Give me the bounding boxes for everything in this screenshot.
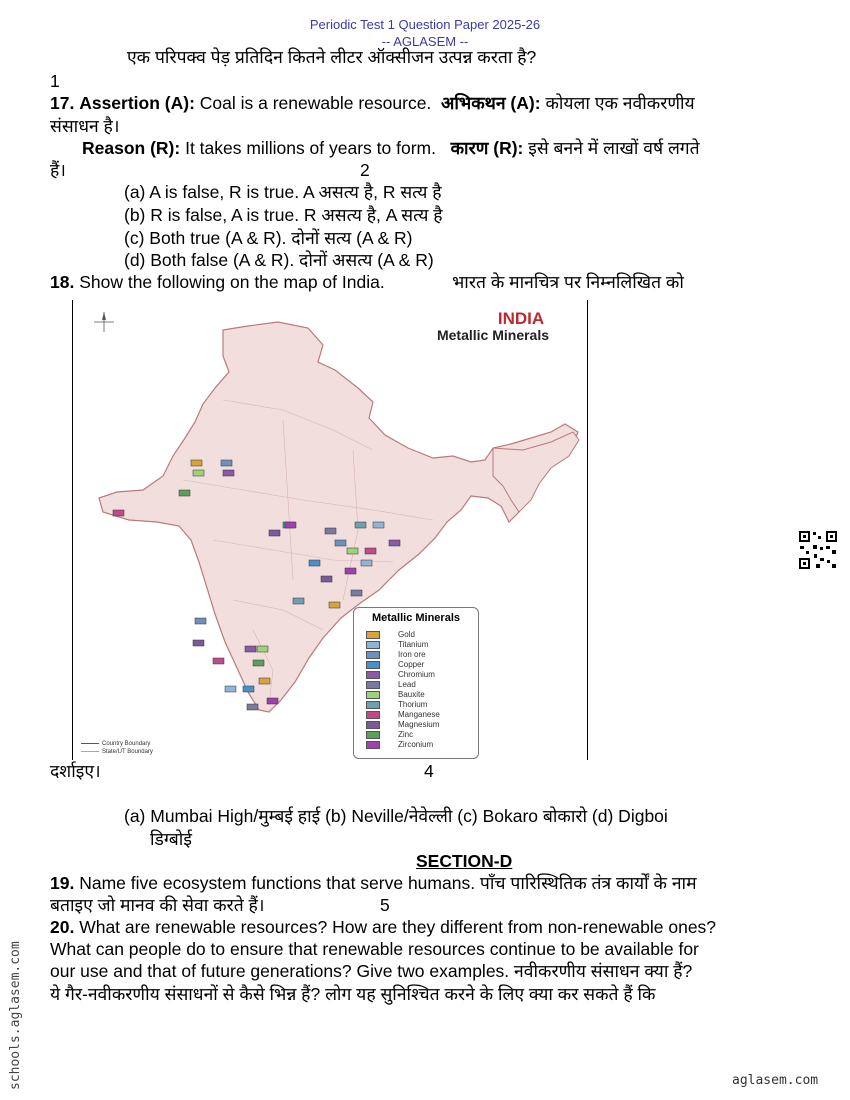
legend-item-titanium: Titanium [366, 640, 428, 650]
mineral-marker [267, 698, 278, 704]
mineral-marker [293, 598, 304, 604]
mineral-marker [223, 470, 234, 476]
legend-item-zinc: Zinc [366, 730, 413, 740]
q18-text-en: Show the following on the map of India. [79, 272, 385, 292]
q18-text-hi: भारत के मानचित्र पर निम्नलिखित को [452, 272, 684, 292]
mineral-marker [247, 704, 258, 710]
mineral-marker [355, 522, 366, 528]
q17-option-c: (c) Both true (A & R). दोनों सत्य (A & R) [124, 228, 413, 248]
mineral-marker [245, 646, 256, 652]
q17-assertion-hi-end: संसाधन है। [50, 116, 120, 136]
section-d-heading: SECTION-D [416, 851, 513, 871]
q17-option-a: (a) A is false, R is true. A असत्य है, R सत्य है [124, 182, 442, 202]
india-map-graphic [73, 300, 587, 760]
q20-text: What are renewable resources? How are they different from non-renewable ones? [79, 917, 717, 937]
q19-number: 19. [50, 873, 75, 893]
mineral-marker [325, 528, 336, 534]
footer-watermark: aglasem.com [732, 1073, 819, 1088]
mineral-marker [221, 460, 232, 466]
mineral-marker [321, 576, 332, 582]
mineral-marker [253, 660, 264, 666]
mineral-marker [365, 548, 376, 554]
mineral-marker [213, 658, 224, 664]
legend-item-lead: Lead [366, 680, 416, 690]
q19-marks: 5 [380, 895, 390, 915]
legend-item-chromium: Chromium [366, 670, 435, 680]
q17-assertion-en: Coal is a renewable resource. [199, 93, 432, 113]
q17-reason-hi-label: कारण (R): [450, 138, 524, 158]
mineral-marker [373, 522, 384, 528]
mineral-marker [335, 540, 346, 546]
boundary-key [81, 740, 153, 756]
mineral-marker [285, 522, 296, 528]
legend-item-magnesium: Magnesium [366, 720, 439, 730]
side-watermark: schools.aglasem.com [8, 941, 23, 1090]
mineral-marker [269, 530, 280, 536]
map-subtitle: Metallic Minerals [436, 327, 550, 343]
q17-option-d: (d) Both false (A & R). दोनों असत्य (A & R) [124, 250, 434, 270]
compass-icon [94, 312, 114, 332]
legend-item-gold: Gold [366, 630, 415, 640]
q18-line [50, 271, 385, 293]
q17-number: 17. [50, 93, 75, 113]
mineral-marker [113, 510, 124, 516]
q18-number: 18. [50, 272, 75, 292]
q17-reason-en: It takes millions of years to form. [185, 138, 436, 158]
mineral-marker [193, 640, 204, 646]
mineral-marker [193, 470, 204, 476]
mineral-marker [329, 602, 340, 608]
q19-line2: बताइए जो मानव की सेवा करते हैं। [50, 895, 265, 915]
q18-options-line2: डिग्बोई [150, 829, 192, 849]
q17-option-b: (b) R is false, A is true. R असत्य है, A सत्य है [124, 205, 443, 225]
mineral-marker [191, 460, 202, 466]
legend-title: Metallic Minerals [371, 612, 461, 624]
legend-item-copper: Copper [366, 660, 424, 670]
q16-marks: 1 [50, 71, 60, 91]
q20-line2: What can people do to ensure that renewable resources continue to be available for [50, 939, 699, 959]
legend-item-thorium: Thorium [366, 700, 427, 710]
q20-line4: ये गैर-नवीकरणीय संसाधनों से कैसे भिन्न हैं? लोग यह सुनिश्चित करने के लिए क्या कर सकते हैं कि [50, 984, 656, 1004]
legend-item-zirconium: Zirconium [366, 740, 433, 750]
q18-marks: 4 [424, 761, 434, 781]
map-legend [353, 607, 479, 759]
mineral-marker [389, 540, 400, 546]
mineral-marker [243, 686, 254, 692]
mineral-marker [361, 560, 372, 566]
mineral-marker [347, 548, 358, 554]
q17-reason-label: Reason (R): [82, 138, 181, 158]
q19-text: Name five ecosystem functions that serve humans. पाँच पारिस्थितिक तंत्र कार्यों के नाम [79, 873, 697, 893]
q17-assertion-hi-label: अभिकथन (A): [441, 93, 541, 113]
qr-code-icon [798, 530, 838, 570]
q19-line1 [50, 872, 697, 894]
q17-reason-hi-end: हैं। [50, 160, 66, 180]
legend-item-manganese: Manganese [366, 710, 440, 720]
mineral-marker [309, 560, 320, 566]
boundary-state-label: State/UT Boundary [102, 749, 153, 755]
legend-item-bauxite: Bauxite [366, 690, 425, 700]
q17-reason-hi: इसे बनने में लाखों वर्ष लगते [528, 138, 700, 158]
mineral-marker [259, 678, 270, 684]
q20-line1 [50, 916, 716, 938]
boundary-country-label: Country Boundary [102, 741, 151, 747]
q18-text-hi-end: दर्शाइए। [50, 761, 101, 781]
q17-assertion-label: Assertion (A): [79, 93, 195, 113]
q17-assertion-line [50, 92, 695, 114]
q20-number: 20. [50, 917, 75, 937]
q16-hindi-text: एक परिपक्व पेड़ प्रतिदिन कितने लीटर ऑक्सीजन उत्पन्न करता है? [127, 47, 537, 67]
map-title: INDIA [497, 309, 545, 328]
paper-title: Periodic Test 1 Question Paper 2025-26 [309, 17, 541, 32]
mineral-marker [179, 490, 190, 496]
brand-header: -- AGLASEM -- [381, 34, 469, 49]
q20-line3: our use and that of future generations? Give two examples. नवीकरणीय संसाधन क्या हैं? [50, 961, 693, 981]
india-outline-shape [99, 322, 578, 712]
q17-marks: 2 [360, 160, 370, 180]
q17-reason-line [82, 137, 700, 159]
q17-assertion-hi: कोयला एक नवीकरणीय [545, 93, 695, 113]
legend-item-iron-ore: Iron ore [366, 650, 426, 660]
mineral-marker [351, 590, 362, 596]
mineral-marker [195, 618, 206, 624]
india-metallic-minerals-map [72, 300, 588, 760]
mineral-marker [257, 646, 268, 652]
mineral-marker [345, 568, 356, 574]
mineral-marker [225, 686, 236, 692]
q18-options-line1: (a) Mumbai High/मुम्बई हाई (b) Neville/नेवेल्ली (c) Bokaro बोकारो (d) Digboi [124, 806, 668, 826]
